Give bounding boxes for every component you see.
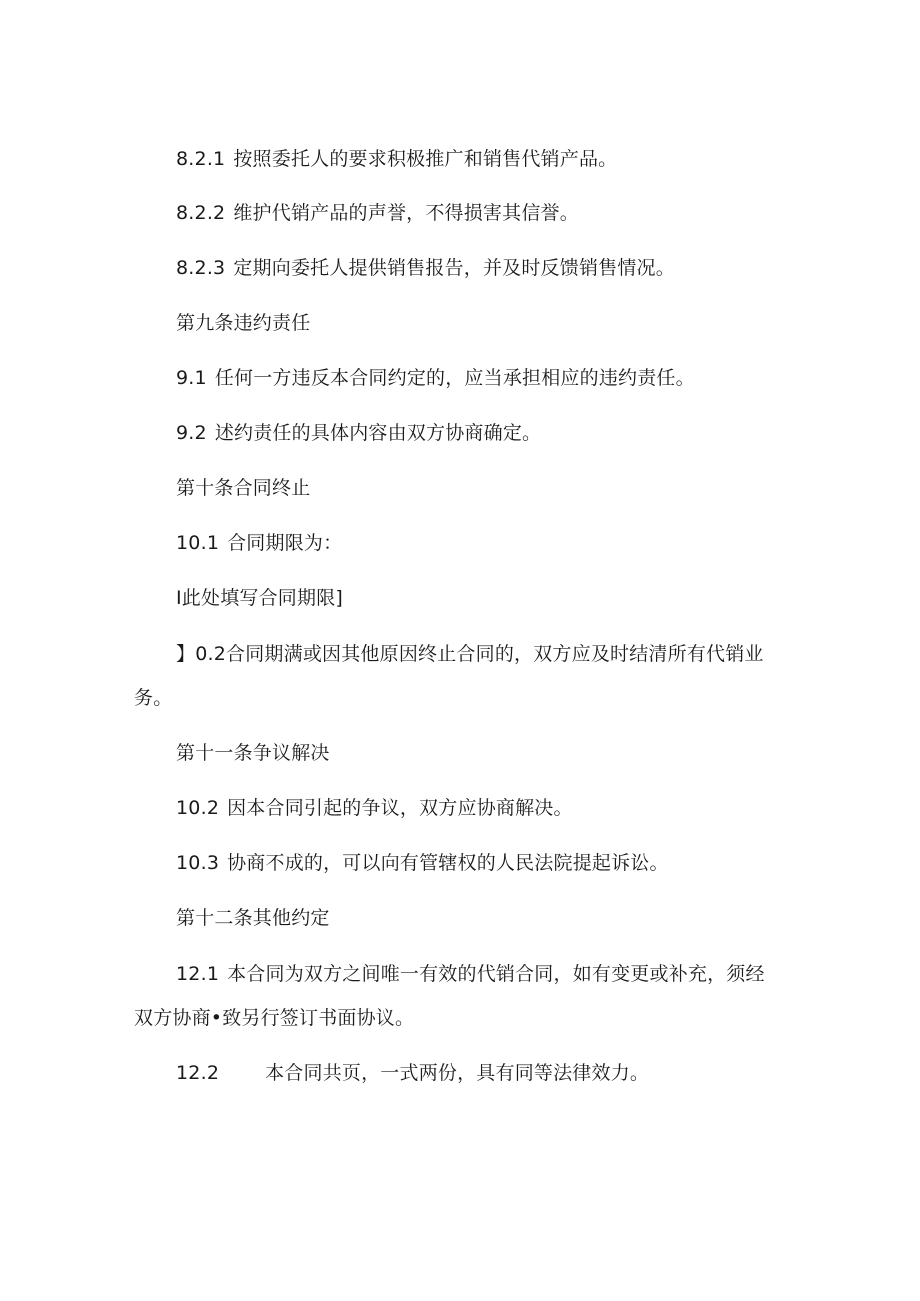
clause-10-3 [176,851,669,875]
clause-number: 12.1 [176,963,220,985]
clause-number: 9.1 [176,367,207,389]
clause-number: 10.2 [176,797,220,819]
clause-text: 本合同共页，一式两份，具有同等法律效力。 [265,1062,650,1084]
clause-text: 维护代销产品的声誉，不得损害其信誉。 [233,202,579,224]
clause-12-1 [176,962,765,986]
clause-number: 12.2 [176,1062,220,1084]
clause-text: 本合同为双方之间唯一有效的代销合同，如有变更或补充，须经 [227,963,765,985]
section-heading-12: 第十二条其他约定 [176,907,330,929]
clause-8-2-2 [176,201,579,225]
contract-term-placeholder: I此处填写合同期限] [176,587,344,609]
clause-number: 9.2 [176,422,207,444]
clause-text: 因本合同引起的争议，双方应协商解决。 [227,797,573,819]
clause-8-2-3 [176,256,675,280]
clause-text: 合同期限为： [227,532,343,554]
clause-number: 8.2.2 [176,202,226,224]
clause-10-2-text: 】0.2合同期满或因其他原因终止合同的，双方应及时结清所有代销业 [176,643,764,665]
clause-12-2 [176,1061,649,1085]
clause-text: 述约责任的具体内容由双方协商确定。 [214,422,542,444]
clause-10-2b [176,796,573,820]
clause-number: 8.2.3 [176,257,226,279]
clause-text: 协商不成的，可以向有管辖权的人民法院提起诉讼。 [227,852,669,874]
clause-number: 8.2.1 [176,148,226,170]
clause-text: 按照委托人的要求积极推广和销售代销产品。 [233,148,618,170]
clause-text: 定期向委托人提供销售报告，并及时反馈销售情况。 [233,257,675,279]
clause-9-1 [176,366,695,390]
section-heading-9: 第九条违约责任 [176,312,311,334]
section-heading-10: 第十条合同终止 [176,477,311,499]
clause-12-1-continuation: 双方协商•致另行签订书面协议。 [134,1007,415,1029]
clause-number: 10.1 [176,532,220,554]
clause-text: 任何一方违反本合同约定的，应当承担相应的违约责任。 [214,367,695,389]
clause-number: 10.3 [176,852,220,874]
clause-10-2-continuation: 务。 [134,687,173,709]
section-heading-11: 第十一条争议解决 [176,742,330,764]
clause-10-1 [176,531,342,555]
clause-9-2 [176,421,541,445]
clause-8-2-1 [176,147,617,171]
